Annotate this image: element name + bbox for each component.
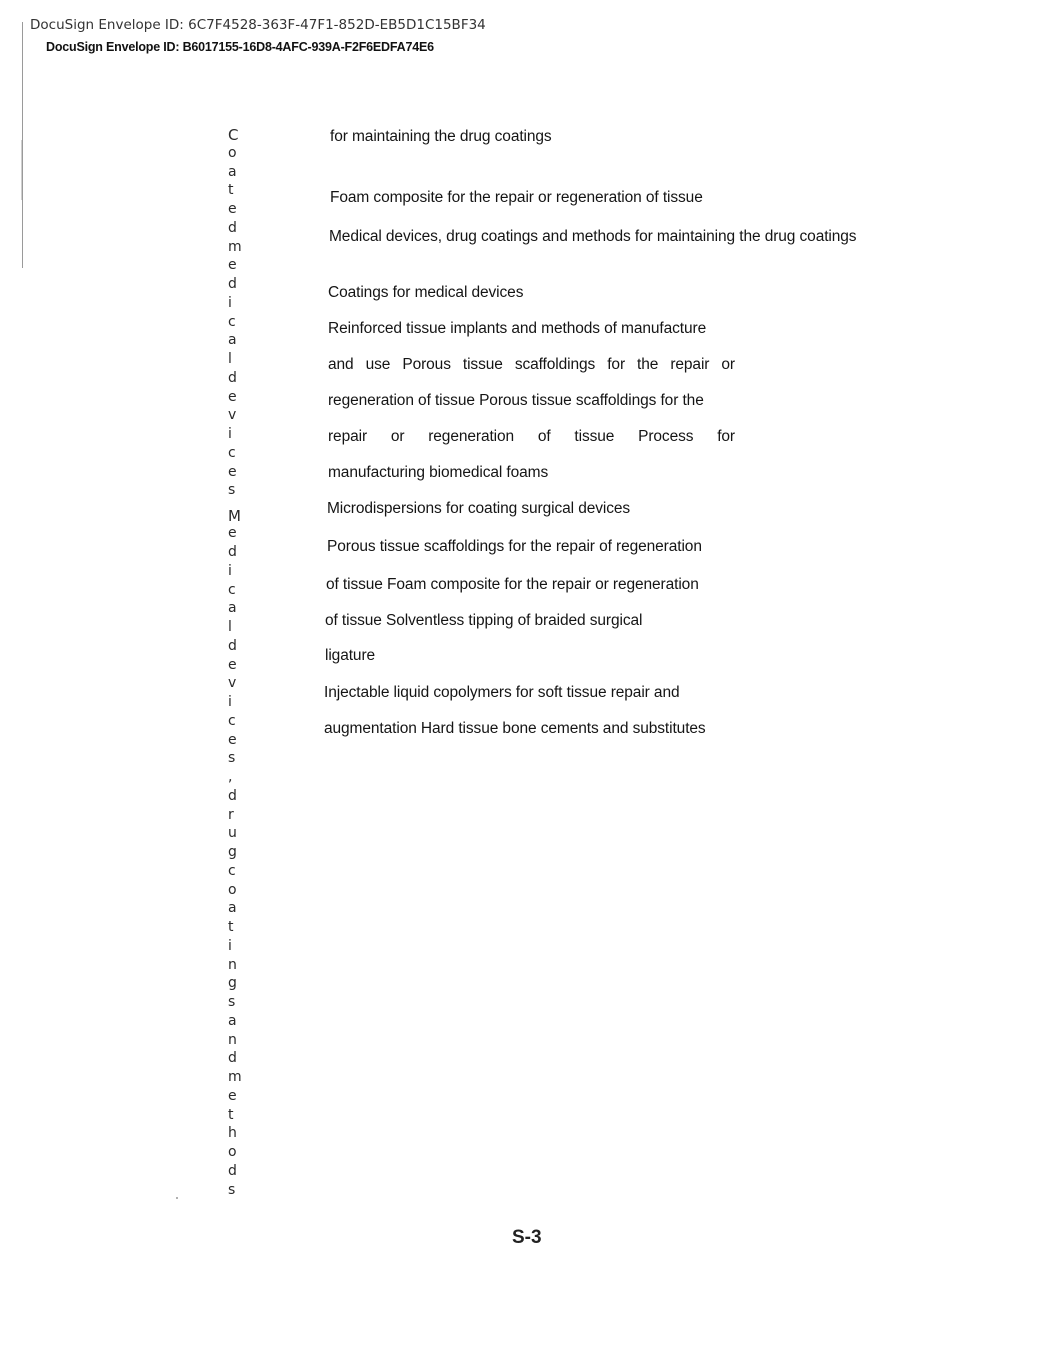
justified-word: or bbox=[390, 428, 405, 445]
vertical-title-char: i bbox=[228, 694, 232, 711]
justified-word: of bbox=[537, 428, 551, 445]
vertical-title-char: t bbox=[228, 1106, 234, 1123]
vertical-title-char: m bbox=[228, 238, 242, 255]
vertical-title-char: M bbox=[228, 506, 241, 525]
justified-word: the bbox=[637, 356, 659, 373]
vertical-title-char: c bbox=[228, 712, 236, 729]
text-line: Coatings for medical devices bbox=[328, 284, 524, 301]
vertical-title-char: e bbox=[228, 656, 237, 673]
justified-word: for bbox=[717, 428, 735, 445]
vertical-title-char: a bbox=[228, 163, 237, 180]
vertical-title-char: v bbox=[228, 407, 237, 424]
vertical-title-char: t bbox=[228, 182, 234, 199]
vertical-title-char: d bbox=[228, 1050, 237, 1067]
justified-word: repair bbox=[670, 356, 710, 373]
text-line: Medical devices, drug coatings and methods for maintaining the drug coatings bbox=[329, 228, 857, 245]
vertical-title-char: c bbox=[228, 313, 236, 330]
justified-word: and bbox=[328, 356, 354, 373]
justified-word: tissue bbox=[574, 428, 615, 445]
vertical-title-char: a bbox=[228, 900, 237, 917]
vertical-title-char: C bbox=[228, 126, 239, 144]
justified-word: scaffoldings bbox=[514, 356, 596, 373]
vertical-title-char: c bbox=[228, 444, 236, 461]
vertical-title-char: i bbox=[228, 937, 232, 954]
text-line: Injectable liquid copolymers for soft tissue repair and bbox=[324, 684, 680, 701]
page-edge-line bbox=[22, 22, 23, 268]
vertical-title-char: d bbox=[228, 787, 237, 804]
text-line: Microdispersions for coating surgical devices bbox=[327, 500, 631, 517]
text-line: Foam composite for the repair or regeneration of tissue bbox=[330, 189, 703, 206]
text-line: Reinforced tissue implants and methods of manufacture bbox=[328, 320, 707, 337]
text-line: augmentation Hard tissue bone cements and substitutes bbox=[324, 720, 706, 737]
vertical-title-char: e bbox=[228, 1087, 237, 1104]
vertical-title-char: e bbox=[228, 201, 237, 217]
vertical-title-char: o bbox=[228, 1144, 237, 1161]
vertical-title-char: d bbox=[228, 219, 237, 236]
vertical-title-char: l bbox=[228, 351, 232, 367]
justified-word: regeneration bbox=[428, 428, 515, 445]
text-line: of tissue Solventless tipping of braided surgical bbox=[325, 612, 643, 629]
vertical-title-char: a bbox=[228, 332, 237, 349]
vertical-title-char: d bbox=[228, 544, 237, 561]
vertical-title-char: c bbox=[228, 581, 236, 598]
page-edge-shadow bbox=[21, 140, 22, 200]
vertical-title-char: o bbox=[228, 881, 237, 898]
vertical-title-char: h bbox=[228, 1125, 237, 1142]
vertical-title-char: e bbox=[228, 525, 237, 542]
vertical-title-char: g bbox=[228, 844, 237, 861]
vertical-title-char: s bbox=[228, 994, 236, 1011]
vertical-title-char: o bbox=[228, 144, 237, 161]
vertical-title-char: i bbox=[228, 426, 232, 442]
envelope-id-2: DocuSign Envelope ID: B6017155-16D8-4AFC-939A-F2F6EDFA74E6 bbox=[46, 40, 434, 54]
page-number: S-3 bbox=[512, 1227, 542, 1248]
justified-word: or bbox=[721, 356, 735, 373]
vertical-title-char: i bbox=[228, 294, 232, 311]
text-line: for maintaining the drug coatings bbox=[330, 128, 552, 145]
justified-word: for bbox=[607, 356, 626, 373]
vertical-title-char: r bbox=[228, 806, 234, 823]
text-line: Porous tissue scaffoldings for the repair of regeneration bbox=[327, 538, 702, 555]
vertical-title-char: i bbox=[228, 562, 232, 579]
vertical-title-char: d bbox=[228, 1162, 237, 1179]
justified-word: repair bbox=[328, 428, 368, 445]
envelope-id-1: DocuSign Envelope ID: 6C7F4528-363F-47F1-852D-EB5D1C15BF34 bbox=[30, 17, 486, 33]
text-line: of tissue Foam composite for the repair or regeneration bbox=[326, 576, 699, 593]
vertical-title-char: n bbox=[228, 956, 237, 973]
scan-speck bbox=[176, 1197, 178, 1199]
vertical-title-char: e bbox=[228, 731, 237, 748]
vertical-title-char: n bbox=[228, 1031, 237, 1048]
text-line: ligature bbox=[325, 647, 376, 664]
vertical-title-char: e bbox=[228, 257, 237, 274]
justified-text-line bbox=[328, 356, 735, 374]
vertical-title-char: l bbox=[228, 619, 232, 636]
vertical-title-char: s bbox=[228, 1181, 236, 1198]
justified-word: Porous bbox=[402, 356, 451, 373]
vertical-title-char: s bbox=[228, 750, 236, 767]
vertical-title-char: d bbox=[228, 637, 237, 654]
vertical-title-char: d bbox=[228, 276, 237, 292]
vertical-title-char: m bbox=[228, 1069, 242, 1086]
vertical-title-char: g bbox=[228, 975, 237, 992]
vertical-title-char: t bbox=[228, 919, 234, 936]
vertical-title-char: , bbox=[228, 769, 233, 786]
justified-word: tissue bbox=[462, 356, 503, 373]
justified-word: use bbox=[365, 356, 391, 373]
text-line: manufacturing biomedical foams bbox=[328, 464, 549, 481]
vertical-title-char: e bbox=[228, 388, 237, 405]
vertical-title-char: u bbox=[228, 825, 237, 842]
justified-word: Process bbox=[638, 428, 694, 445]
justified-text-line bbox=[328, 428, 735, 446]
vertical-title-char: a bbox=[228, 1012, 237, 1029]
vertical-title-char: e bbox=[228, 463, 237, 480]
vertical-title-char: c bbox=[228, 862, 236, 879]
text-line: regeneration of tissue Porous tissue scaffoldings for the bbox=[328, 392, 704, 409]
vertical-title-char: v bbox=[228, 675, 237, 692]
vertical-title-char: d bbox=[228, 369, 237, 386]
vertical-title-char: a bbox=[228, 600, 237, 617]
vertical-title-char: s bbox=[228, 482, 236, 499]
